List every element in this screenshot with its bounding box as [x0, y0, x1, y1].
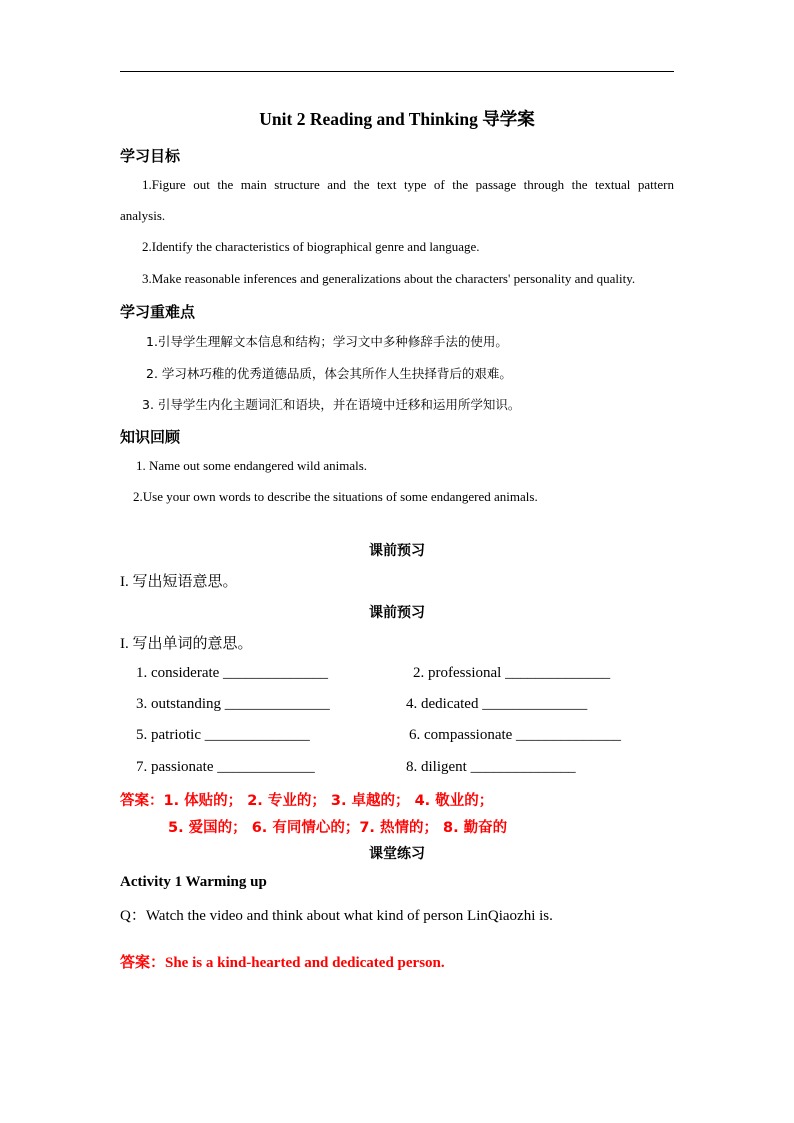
- vocab-item-3: 3. outstanding ______________: [136, 696, 330, 712]
- classwork-heading: 课堂练习: [369, 846, 425, 862]
- top-rule: [120, 71, 674, 72]
- page-title: Unit 2 Reading and Thinking 导学案: [259, 109, 535, 129]
- objective-item-1-cont: analysis.: [120, 208, 166, 223]
- preview-instruction-1: I. 写出短语意思。: [120, 574, 238, 590]
- key-point-1: 1.引导学生理解文本信息和结构；学习文中多种修辞手法的使用。: [146, 334, 508, 349]
- vocab-item-6: 6. compassionate ______________: [409, 727, 622, 743]
- review-item-1: 1. Name out some endangered wild animals.: [136, 458, 368, 473]
- review-heading: 知识回顾: [120, 428, 181, 446]
- review-item-2: 2.Use your own words to describe the situations of some endangered animals.: [133, 489, 538, 504]
- objective-item-3: 3.Make reasonable inferences and generalizations about the characters' personality and quality.: [142, 271, 636, 286]
- vocab-answers-line-1: 答案：1. 体贴的； 2. 专业的； 3. 卓越的； 4. 敬业的；: [120, 793, 494, 809]
- vocab-item-2: 2. professional ______________: [413, 665, 611, 681]
- activity-answer: 答案：She is a kind-hearted and dedicated person.: [120, 955, 445, 971]
- vocab-item-4: 4. dedicated ______________: [406, 696, 588, 712]
- preview-heading-2: 课前预习: [369, 605, 425, 621]
- key-points-heading: 学习重难点: [120, 303, 196, 321]
- objectives-heading: 学习目标: [120, 147, 181, 165]
- vocab-answers-line-2: 5. 爱国的； 6. 有同情心的；7. 热情的； 8. 勤奋的: [168, 820, 508, 836]
- objective-item-1: 1.Figure out the main structure and the text type of the passage through the textual pattern: [142, 177, 674, 192]
- key-point-3: 3. 引导学生内化主题词汇和语块，并在语境中迁移和运用所学知识。: [142, 397, 521, 412]
- vocab-item-5: 5. patriotic ______________: [136, 727, 310, 743]
- activity-question: Q：Watch the video and think about what kind of person LinQiaozhi is.: [120, 908, 553, 924]
- preview-instruction-2: I. 写出单词的意思。: [120, 636, 253, 652]
- vocab-item-1: 1. considerate ______________: [136, 665, 329, 681]
- vocab-item-7: 7. passionate _____________: [136, 759, 315, 775]
- objective-item-2: 2.Identify the characteristics of biographical genre and language.: [142, 239, 480, 254]
- preview-heading-1: 课前预习: [369, 543, 425, 559]
- vocab-item-8: 8. diligent ______________: [406, 759, 576, 775]
- key-point-2: 2. 学习林巧稚的优秀道德品质，体会其所作人生抉择背后的艰难。: [146, 366, 512, 381]
- activity-title: Activity 1 Warming up: [120, 874, 267, 890]
